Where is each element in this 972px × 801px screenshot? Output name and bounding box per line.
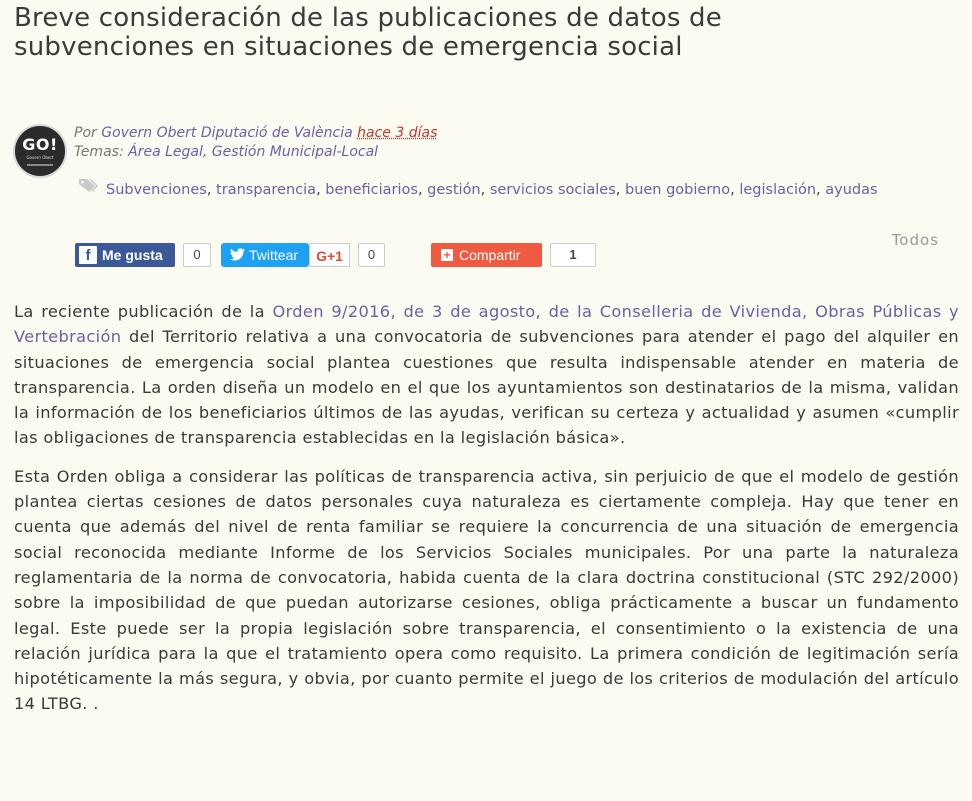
tag-link[interactable]: transparencia bbox=[216, 182, 317, 198]
article-title: Breve consideración de las publicaciones de datos de subvenciones en situaciones de emergencia social bbox=[14, 3, 722, 62]
tag-icon bbox=[78, 177, 98, 193]
byline bbox=[74, 124, 437, 143]
facebook-count: 0 bbox=[183, 243, 211, 267]
author-avatar[interactable] bbox=[13, 124, 67, 178]
google-plus-count: 0 bbox=[358, 243, 385, 267]
avatar-bar bbox=[27, 164, 53, 166]
twitter-bird-icon bbox=[230, 248, 245, 261]
paragraph-text: del Territorio relativa a una convocatoria de subvenciones para atender el pago del alquiler en situaciones de emergencia social plantea cuestiones que resulta indispensable atender en materia de transparencia. La orden diseña un modelo en el que los ayuntamientos son destinatarios de la misma, validan la información de los beneficiarios últimos de las ayudas, verifican su certeza y actualidad y asumen «cumplir las obligaciones de transparencia establecidas en la legislación básica». bbox=[14, 327, 959, 448]
tag-link[interactable]: gestión bbox=[427, 182, 481, 198]
share-count: 1 bbox=[550, 243, 596, 267]
post-time-link[interactable]: hace 3 días bbox=[357, 125, 438, 141]
tag-link[interactable]: Subvenciones bbox=[106, 182, 207, 198]
tag-link[interactable]: ayudas bbox=[825, 182, 878, 198]
tag-link[interactable]: servicios sociales bbox=[489, 182, 616, 198]
facebook-icon: f bbox=[79, 246, 97, 264]
avatar-sub-text: Govern Obert bbox=[26, 155, 54, 160]
byline-prefix: Por bbox=[74, 125, 102, 141]
article-meta bbox=[74, 124, 437, 162]
share-button[interactable] bbox=[431, 243, 542, 267]
tag-link[interactable]: buen gobierno bbox=[624, 182, 731, 198]
google-plus-button[interactable]: G+1 bbox=[309, 243, 350, 267]
topic-link[interactable]: Área Legal bbox=[128, 144, 203, 160]
plus-icon: + bbox=[441, 249, 453, 261]
article-body bbox=[14, 299, 959, 730]
author-link[interactable]: Govern Obert Diputació de València bbox=[101, 125, 353, 141]
topic-link[interactable]: Gestión Municipal-Local bbox=[211, 144, 379, 160]
twitter-button[interactable] bbox=[221, 243, 309, 267]
paragraph: Esta Orden obliga a considerar las políticas de transparencia activa, sin perjuicio de que el modelo de gestión plantea ciertas cesiones de datos personales cuya naturaleza es ciertamente compleja. Hay que tener en cuenta que además del nivel de renta familiar se requiere la concurrencia de una situación de emergencia social reconocida mediante Informe de los Servicios Sociales municipales. Por una parte la naturaleza reglamentaria de la norma de convocatoria, habida cuenta de la clara doctrina constitucional (STC 292/2000) sobre la imposibilidad de que puedan autorizarse cesiones, obliga prácticamente a buscar un fundamento legal. Este puede ser la propia legislación sobre transparencia, el consentimiento o la existencia de una relación jurídica para la que el tratamiento opera como requisito. La primera condición de legitimación sería hipotéticamente la más segura, y obvia, por cuanto permite el juego de los criterios de modulación del artículo 14 LTBG. . bbox=[14, 466, 959, 714]
tag-link[interactable]: beneficiarios bbox=[325, 182, 418, 198]
filter-all-label[interactable]: Todos bbox=[891, 231, 939, 249]
tag-link[interactable]: legislación bbox=[739, 182, 817, 198]
facebook-like-button[interactable] bbox=[75, 243, 175, 267]
share-label: Compartir bbox=[459, 247, 521, 263]
topics-prefix: Temas: bbox=[74, 144, 129, 160]
avatar-logo-text: GO! bbox=[22, 135, 58, 154]
paragraph-text: La reciente publicación de la bbox=[14, 302, 273, 321]
topics-line: Temas: Área Legal, Gestión Municipal-Local bbox=[74, 144, 379, 160]
tag-list: Subvenciones, transparencia, beneficiarios, gestión, servicios sociales, buen gobierno, legislación, ayudas bbox=[106, 182, 878, 198]
twitter-label: Twittear bbox=[249, 247, 299, 263]
order-link[interactable]: Orden 9/2016, de 3 de agosto, de la Conselleria de Vivienda, Obras Públicas y Vertebración bbox=[14, 302, 959, 347]
facebook-like-label: Me gusta bbox=[102, 247, 163, 263]
paragraph bbox=[14, 299, 959, 451]
